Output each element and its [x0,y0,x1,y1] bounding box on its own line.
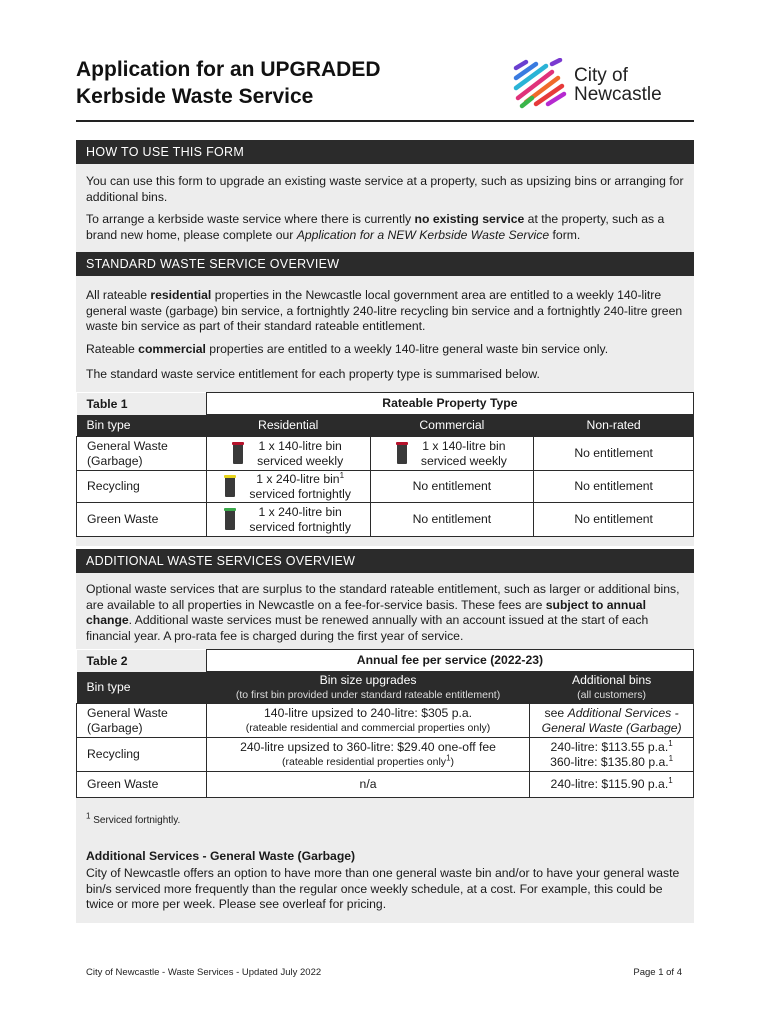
bin-type-cell: Green Waste [77,772,207,798]
table-row [77,471,694,503]
footnote-marker: 1 [86,811,91,821]
table-2-label: Table 2 [77,650,207,672]
commercial-cell: No entitlement [370,503,534,537]
logo-text [574,66,662,104]
table-row [77,704,694,738]
title-divider [76,120,694,122]
section-heading-how-to-use: HOW TO USE THIS FORM [76,140,694,164]
additional-bins-cell [530,738,694,772]
non-rated-cell: No entitlement [534,437,694,471]
bin-type-cell: Green Waste [77,503,207,537]
text-span: 1 x 240-litre bin [256,471,340,486]
header-title: Additional bins [571,672,652,687]
cell-text: serviced weekly [257,453,344,468]
text-span: Rateable [86,342,139,356]
footnote-marker: 1 [446,753,451,762]
section-panel-additional [76,573,694,843]
text-span: see [544,705,568,720]
table-header [530,672,694,704]
text-span: properties in the Newcastle local government area are entitled to a weekly 140-litre general waste (garbage) bin service, a fortnightly 240-litre recycling bin service and a fortnightly 240-litre green waste bin service as part of their standard rateable entitlement. [86,288,683,333]
cell-text: 1 x 140-litre bin [258,438,342,453]
table-2-group-header: Annual fee per service (2022-23) [206,650,693,672]
cell-text [530,755,693,770]
commercial-cell: No entitlement [370,471,534,503]
table-row [77,650,694,672]
form-reference: Application for a NEW Kerbside Waste Service [296,227,550,242]
upgrade-cell [206,704,529,738]
text-span: 240-litre: $115.90 p.a. [550,777,669,791]
cell-text: 1 x 240-litre bin [258,504,342,519]
additional-paragraph [86,582,686,644]
table-header: Residential [206,415,370,437]
text-span: properties are entitled to a weekly 140-litre general waste bin service only. [205,342,609,356]
header-subtitle: (to first bin provided under standard rateable entitlement) [235,688,501,701]
text-span: 360-litre: $135.80 p.a. [550,754,669,769]
upgrade-cell [206,738,529,772]
table-row [77,393,694,415]
footnote-text: Serviced fortnightly. [90,815,181,826]
table-header-row [77,415,694,437]
residential-cell [206,471,370,503]
bin-type-cell: General Waste (Garbage) [77,704,207,738]
header-title: Bin size upgrades [319,672,417,687]
cell-text [530,740,693,755]
table-header-row [77,672,694,704]
footnote-marker: 1 [668,775,673,785]
footer-left: City of Newcastle - Waste Services - Updated July 2022 [86,967,322,978]
additional-services-body: City of Newcastle offers an option to have more than one general waste bin and/or to have your general waste bin/s serviced more frequently than the regular once weekly schedule, at a cost. For example, this could be twice or more per week. Please see overleaf for pricing. [86,866,680,911]
cell-note [207,755,529,770]
garbage-bin-icon [397,444,407,464]
cell-text: serviced fortnightly [249,486,351,501]
cell-text [530,706,693,721]
text-span: All rateable [86,288,151,302]
table-1-group-header: Rateable Property Type [206,393,693,415]
table-1 [76,392,694,537]
residential-cell [206,503,370,537]
text-span: form. [549,227,581,242]
text-span: at the property, such as a brand new home, please complete our [86,212,665,242]
text-span: (rateable residential properties only [282,755,447,768]
non-rated-cell: No entitlement [534,471,694,503]
footnote-marker: 1 [668,738,673,748]
text-bold: no existing service [414,212,525,226]
table-header: Bin type [77,415,207,437]
table-header: Non-rated [534,415,694,437]
cell-text: 1 x 140-litre bin [422,438,506,453]
additional-services-heading: Additional Services - General Waste (Garbage) [86,849,356,863]
green-waste-bin-icon [225,510,235,530]
additional-bins-cell [530,704,694,738]
text-italic: General Waste (Garbage) [541,720,682,735]
cell-text: 240-litre upsized to 360-litre: $29.40 one-off fee [240,739,496,754]
logo-mark-icon [512,58,568,110]
text-span: 240-litre: $113.55 p.a. [550,739,669,754]
section-heading-additional: ADDITIONAL WASTE SERVICES OVERVIEW [76,549,694,573]
footnote [86,811,181,826]
bin-type-cell: Recycling [77,471,207,503]
cell-text: serviced weekly [420,453,507,468]
section-panel-how-to-use [76,164,694,252]
cell-text: serviced fortnightly [249,519,351,534]
commercial-cell [370,437,534,471]
logo-line-1: City of [574,65,628,86]
recycling-bin-icon [225,477,235,497]
table-header: Commercial [370,415,534,437]
page-number: Page 1 of 4 [633,967,682,978]
cell-note: (rateable residential and commercial properties only) [245,721,491,734]
section-panel-standard [76,276,694,546]
footnote-marker: 1 [668,753,674,763]
section-heading-standard: STANDARD WASTE SERVICE OVERVIEW [76,252,694,276]
standard-paragraph-1 [86,288,686,335]
title-line-2: Kerbside Waste Service [76,85,314,108]
upgrade-cell: n/a [206,772,529,798]
standard-paragraph-2 [86,342,686,358]
text-italic: Additional Services - [567,705,679,720]
logo-line-2: Newcastle [574,84,662,105]
table-row [77,772,694,798]
text-span: Optional waste services that are surplus to the standard rateable entitlement, such as larger or additional bins, are available to all properties in Newcastle on a fee-for-service basis. These fees are [86,582,680,612]
residential-cell [206,437,370,471]
how-to-paragraph-2 [86,212,686,243]
non-rated-cell: No entitlement [534,503,694,537]
text-bold: subject to annual change [86,597,646,627]
city-of-newcastle-logo [512,58,702,110]
table-2 [76,649,694,798]
bin-type-cell: General Waste (Garbage) [77,437,207,471]
footnote-marker: 1 [339,470,345,480]
section-panel-additional-services [76,843,694,923]
text-span: ) [450,755,455,768]
how-to-paragraph-1: You can use this form to upgrade an existing waste service at a property, such as upsizing bins or arranging for additional bins. [86,174,684,204]
table-row [77,503,694,537]
bin-type-cell: Recycling [77,738,207,772]
text-span: . Additional waste services must be renewed annually with an account issued at the start of each financial year. A pro-rata fee is charged during the first year of service. [86,613,649,643]
page-title [76,56,381,110]
title-line-1: Application for an UPGRADED [76,58,381,81]
table-1-label: Table 1 [77,393,207,415]
text-bold: residential [150,288,212,302]
cell-text: 140-litre upsized to 240-litre: $305 p.a. [264,705,473,720]
standard-paragraph-3: The standard waste service entitlement for each property type is summarised below. [86,367,540,381]
text-bold: commercial [138,342,206,356]
table-row [77,738,694,772]
additional-bins-cell [530,772,694,798]
garbage-bin-icon [233,444,243,464]
table-header [206,672,529,704]
text-span: To arrange a kerbside waste service where there is currently [86,212,415,226]
table-header: Bin type [77,672,207,704]
header-subtitle: (all customers) [577,688,647,701]
cell-text [249,472,351,487]
table-row [77,437,694,471]
